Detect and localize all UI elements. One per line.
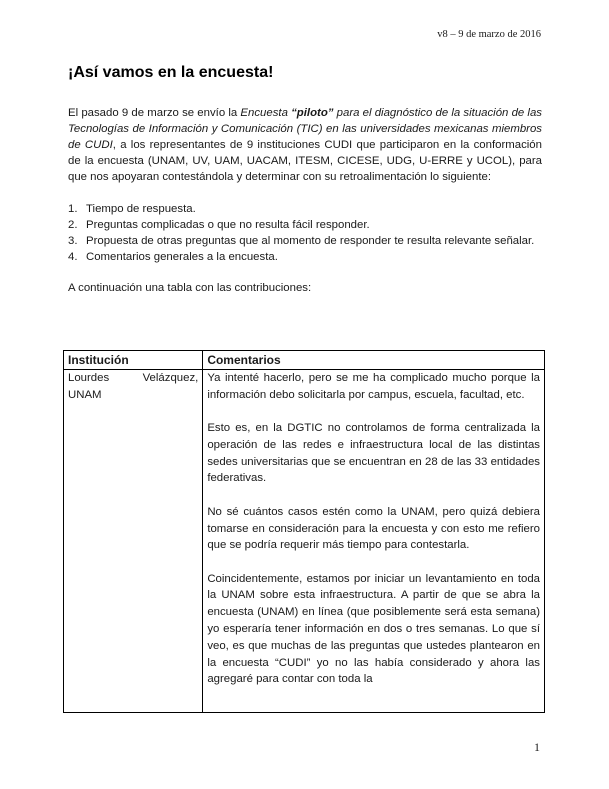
intro-text-part1: El pasado 9 de marzo se envío la [68, 107, 241, 119]
comment-paragraph: Esto es, en la DGTIC no controlamos de forma centralizada la operación de las redes e infraestructura local de las distintas sedes universitarias que se encuentran en 28 de las 33 entidades federativas. [207, 422, 540, 485]
version-header: v8 – 9 de marzo de 2016 [437, 29, 541, 40]
list-item [68, 217, 542, 233]
list-item-text: Propuesta de otras preguntas que al momento de responder te resulta relevante señalar. [86, 235, 535, 247]
institution-org: UNAM [68, 388, 102, 401]
list-item [68, 233, 542, 249]
list-item-number: 3. [68, 235, 78, 247]
intro-piloto: “piloto” [291, 107, 334, 119]
contributions-table [63, 350, 545, 713]
intro-italic-description: para el diagnóstico de la situación de las Tecnologías de Información y Comunicación (TIC) en las universidades mexicanas miembros de CUDI [68, 107, 542, 151]
column-header-comments: Comentarios [203, 351, 545, 370]
list-item-text: Preguntas complicadas o que no resulta fácil responder. [86, 219, 370, 231]
comments-cell [203, 370, 545, 713]
list-item [68, 201, 542, 217]
list-item-number: 4. [68, 251, 78, 263]
institution-name: Lourdes Velázquez, [68, 372, 199, 384]
intro-text-part2: , a los representantes de 9 instituciones CUDI que participaron en la conformación de la encuesta (UNAM, UV, UAM, UACAM, ITESM, CICESE, UDG, U-ERRE y UCOL), para que nos apoyaran contestándola y determinar con su retroalimentación lo siguiente: [68, 139, 542, 183]
page-title: ¡Así vamos en la encuesta! [68, 64, 274, 81]
institution-cell [64, 370, 203, 713]
comment-paragraph: Coincidentemente, estamos por iniciar un levantamiento en toda la UNAM sobre esta infraestructura. A partir de que se abra la encuesta (UNAM) en línea (que posiblemente será esta semana) yo esperaría tener información en dos o tres semanas. Lo que sí veo, es que muchas de las preguntas que ustedes plantearon en la encuesta “CUDI” yo no las había considerado y ahora las agregaré para contar con toda la [207, 572, 540, 686]
table-header-row [64, 351, 545, 370]
comment-paragraph: No sé cuántos casos estén como la UNAM, pero quizá debiera tomarse en consideración para la encuesta y con esto me refiero que se podría requerir más tiempo para contestarla. [207, 505, 540, 552]
questions-list [68, 201, 542, 265]
list-item-text: Comentarios generales a la encuesta. [86, 251, 278, 263]
intro-paragraph [68, 105, 542, 185]
page-number: 1 [534, 740, 540, 754]
comment-paragraph: Ya intenté hacerlo, pero se me ha complicado mucho porque la información debo solicitarla por campus, escuela, facultad, etc. [207, 372, 540, 401]
column-header-institution: Institución [64, 351, 203, 370]
list-item-number: 1. [68, 203, 78, 215]
document-body [68, 105, 542, 296]
table-intro: A continuación una tabla con las contribuciones: [68, 282, 312, 294]
list-item-number: 2. [68, 219, 78, 231]
list-item-text: Tiempo de respuesta. [86, 203, 196, 215]
table-row [64, 370, 545, 713]
list-item [68, 249, 542, 265]
intro-encuesta: Encuesta [240, 107, 292, 119]
